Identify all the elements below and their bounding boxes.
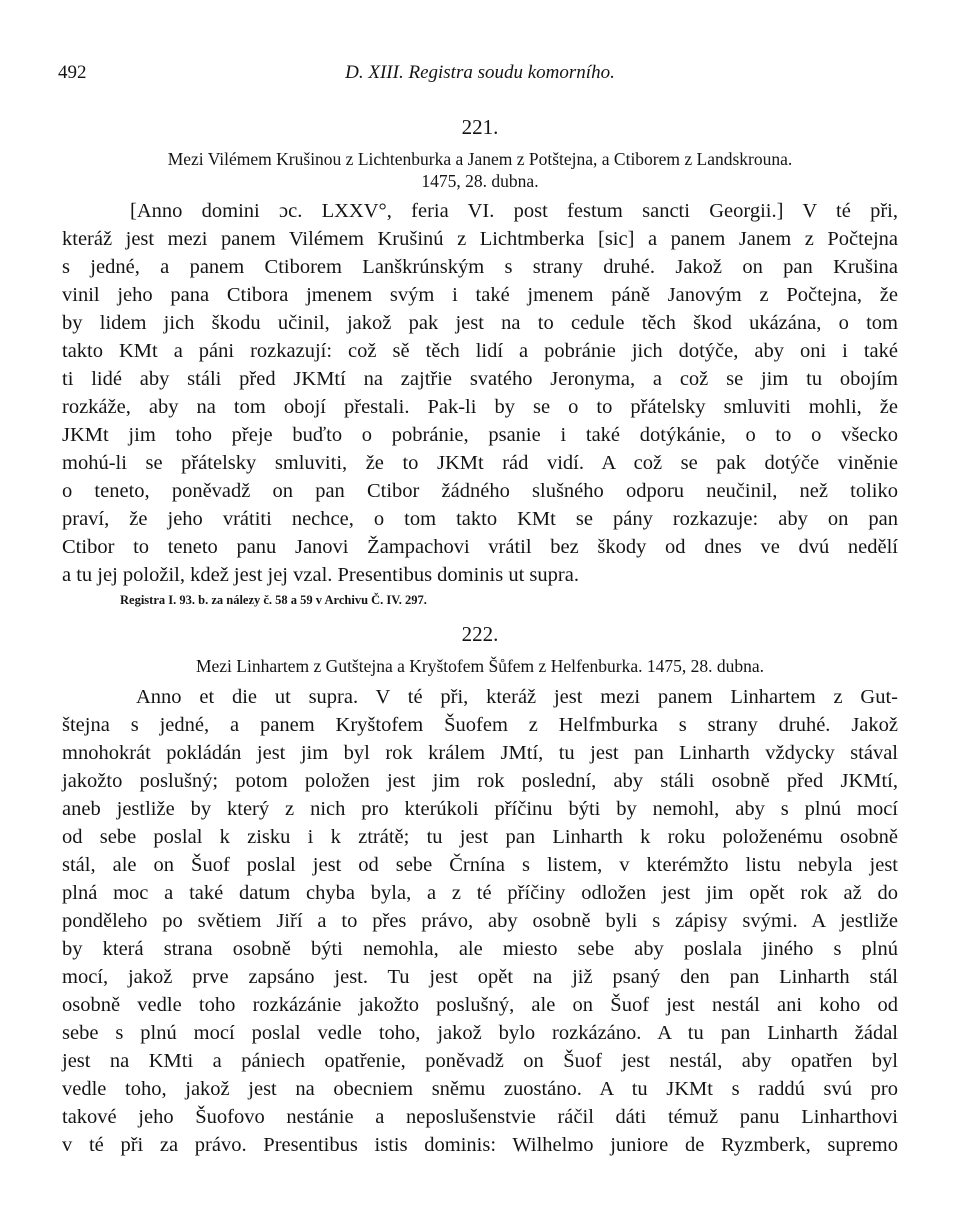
text-line: [Anno domini ɔc. LXXV°, feria VI. post festum sancti Georgii.] V té při, xyxy=(130,200,898,222)
text-line: plná moc a také datum chyba byla, a z té příčiny odložen jest jim opět rok až do xyxy=(62,882,898,904)
text-line: JKMt jim toho přeje buďto o pobránie, psanie i také dotýkánie, o to o všecko xyxy=(62,424,898,446)
text-line: mohú-li se přátelsky smluviti, že to JKMt rád vidí. A což se pak dotýče viněnie xyxy=(62,452,898,474)
text-line: vedle toho, jakož jest na obecniem sněmu zuostáno. A tu JKMt s raddú svú pro xyxy=(62,1078,898,1100)
text-line: v té při za právo. Presentibus istis dominis: Wilhelmo juniore de Ryzmberk, supremo xyxy=(62,1134,898,1156)
entry-number: 222. xyxy=(461,622,499,646)
text-line: Ctibor to teneto panu Janovi Žampachovi vrátil bez škody od dnes ve dvú nedělí xyxy=(62,536,898,558)
text-line: s jedné, a panem Ctiborem Lanškrúnským s strany druhé. Jakož on pan Krušina xyxy=(62,256,898,278)
text-line: by lidem jich škodu učinil, jakož pak jest na to cedule těch škod ukázána, o tom xyxy=(62,312,898,334)
text-line: praví, že jeho vrátiti nechce, o tom takto KMt se pány rozkazuje: aby on pan xyxy=(62,508,898,530)
text-line: Anno et die ut supra. V té při, kteráž jest mezi panem Linhartem z Gut- xyxy=(136,686,898,708)
text-line: ti lidé aby stáli před JKMtí na zajtřie svatého Jeronyma, a což se jim tu obojím xyxy=(62,368,898,390)
text-line: mnohokrát pokládán jest jim byl rok králem JMtí, tu jest pan Linharth vždycky stával xyxy=(62,742,898,764)
text-line: a tu jej položil, kdež jest jej vzal. Presentibus dominis ut supra. xyxy=(62,564,579,586)
entry-heading: Mezi Vilémem Krušinou z Lichtenburka a Janem z Potštejna, a Ctiborem z Landskrouna. xyxy=(167,149,793,169)
text-line: štejna s jedné, a panem Kryštofem Šuofem z Helfmburka s strany druhé. Jakož xyxy=(62,714,898,736)
text-line: by která strana osobně býti nemohla, ale miesto sebe aby poslala jiného s plnú xyxy=(62,938,898,960)
text-line: takto KMt a páni rozkazují: což sě těch lidí a pobránie jich dotýče, aby oni i také xyxy=(62,340,898,362)
text-line: o teneto, poněvadž on pan Ctibor žádného slušného odporu neučinil, než toliko xyxy=(62,480,898,502)
text-line: osobně vedle toho rozkázánie jakožto poslušný, ale on Šuof jest nestál ani koho od xyxy=(62,994,898,1016)
text-line: rozkáže, aby na tom obojí přestali. Pak-li by se o to přátelsky smluviti mohli, že xyxy=(62,396,898,418)
page-number: 492 xyxy=(58,62,87,83)
text-line: stál, ale on Šuof poslal jest od sebe Črnína s listem, v kterémžto listu nebyla jest xyxy=(62,854,898,876)
text-line: jest na KMti a pániech opatřenie, poněvadž on Šuof jest nestál, aby opatřen byl xyxy=(62,1050,898,1072)
text-line: ponděleho po světiem Jiří a to přes právo, aby osobně byli s zápisy svými. A jestliže xyxy=(62,910,898,932)
entry-date: 1475, 28. dubna. xyxy=(421,171,539,191)
running-title: D. XIII. Registra soudu komorního. xyxy=(345,62,615,83)
entry-number: 221. xyxy=(461,115,499,139)
text-line: sebe s plnú mocí poslal vedle toho, jakož bylo rozkázáno. A tu pan Linharth žádal xyxy=(62,1022,898,1044)
entry-heading: Mezi Linhartem z Gutštejna a Kryštofem Šůfem z Helfenburka. 1475, 28. dubna. xyxy=(195,656,765,676)
text-line: mocí, jakož prve zapsáno jest. Tu jest opět na již psaný den pan Linharth stál xyxy=(62,966,898,988)
text-line: vinil jeho pana Ctibora jmenem svým i také jmenem páně Janovým z Počtejna, že xyxy=(62,284,898,306)
source-reference: Registra I. 93. b. za nálezy č. 58 a 59 v Archivu Č. IV. 297. xyxy=(120,593,427,607)
text-line: takové jeho Šuofovo nestánie a neposlušenstvie ráčil dáti témuž panu Linharthovi xyxy=(62,1106,898,1128)
text-line: od sebe poslal k zisku i k ztrátě; tu jest pan Linharth k roku položenému osobně xyxy=(62,826,898,848)
text-line: jakožto poslušný; potom položen jest jim rok poslední, aby stáli osobně před JKMtí, xyxy=(62,770,898,792)
text-line: aneb jestliže by který z nich pro kterúkoli příčinu býti by nemohl, aby s plnú mocí xyxy=(62,798,898,820)
text-line: kteráž jest mezi panem Vilémem Krušinú z Lichtmberka [sic] a panem Janem z Počtejna xyxy=(62,228,898,250)
